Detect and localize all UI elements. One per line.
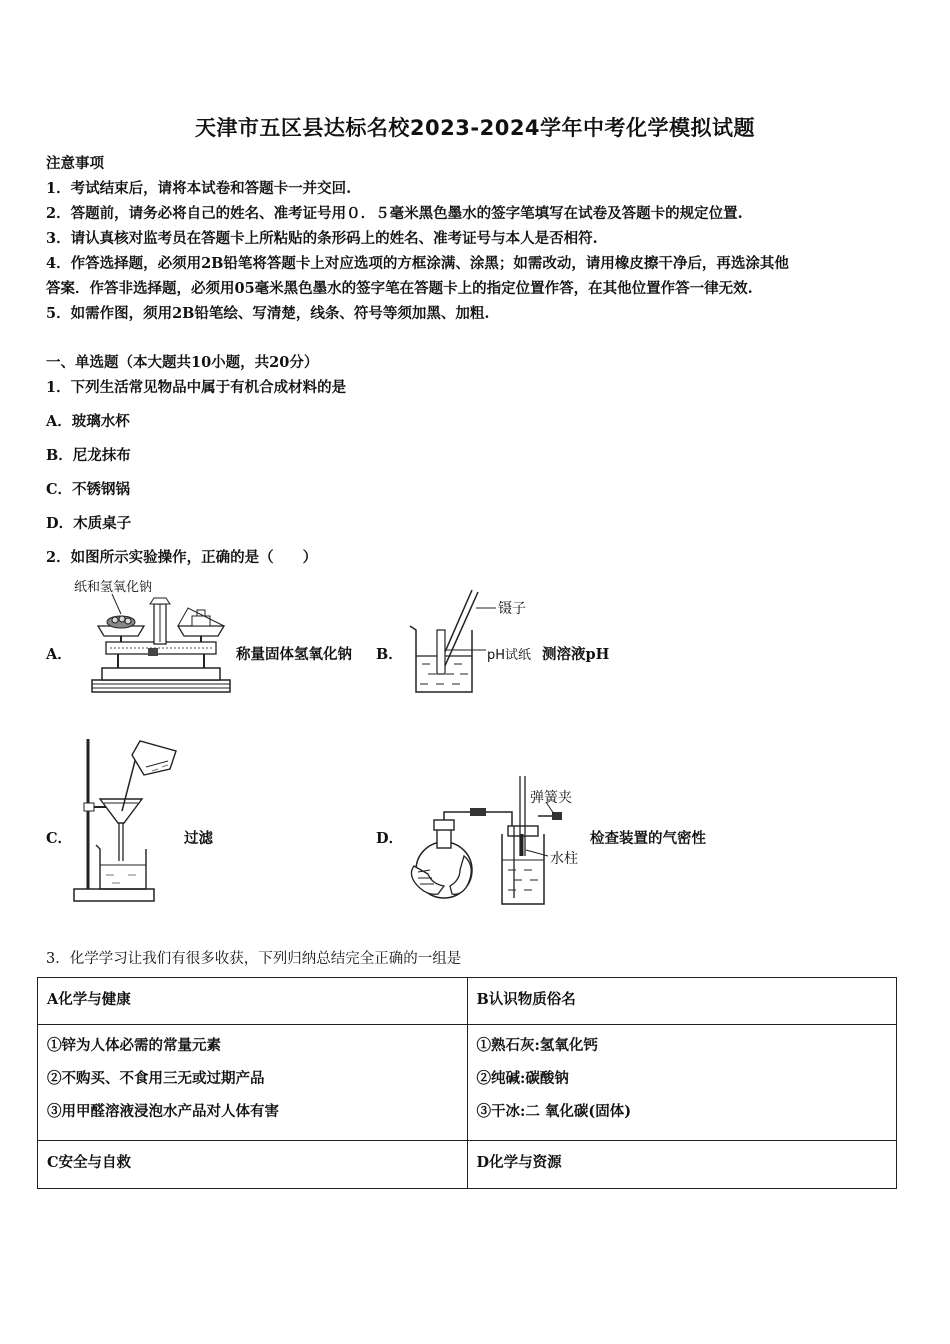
q1-option-b: B．尼龙抹布 <box>46 447 131 464</box>
tweezers-label: 镊子 <box>498 601 526 617</box>
notice-item: 5．如需作图，须用2B铅笔绘、写清楚，线条、符号等须加黑、加粗. <box>46 305 490 322</box>
q2-option-b-letter: B． <box>376 646 403 663</box>
cell-a-head: A化学与健康 <box>38 978 468 1025</box>
water-column-label: 水柱 <box>550 851 578 867</box>
cell-c-head: C安全与自救 <box>38 1141 468 1189</box>
balance-figure <box>88 590 234 696</box>
cell-b-body <box>467 1025 897 1141</box>
q1-option-d: D．木质桌子 <box>46 515 132 532</box>
q3-table <box>37 977 897 1189</box>
q2-option-a-caption: 称量固体氢氧化钠 <box>236 646 352 663</box>
spring-clip-label: 弹簧夹 <box>530 790 572 806</box>
cell-b-item: ③干冰:二 氧化碳(固体) <box>476 1103 632 1120</box>
question-1-stem: 1．下列生活常见物品中属于有机合成材料的是 <box>46 379 347 396</box>
cell-b-item: ②纯碱:碳酸钠 <box>476 1070 569 1087</box>
question-3-stem: 3．化学学习让我们有很多收获，下列归纳总结完全正确的一组是 <box>46 951 462 967</box>
q2-option-d-letter: D． <box>376 830 404 847</box>
cell-a-item: ②不购买、不食用三无或过期产品 <box>47 1070 265 1087</box>
cell-d-head: D化学与资源 <box>467 1141 897 1189</box>
q2-option-c-caption: 过滤 <box>184 830 213 847</box>
balance-figure-label: 纸和氢氧化钠 <box>74 580 153 595</box>
cell-a-body <box>38 1025 468 1141</box>
notice-item: 1．考试结束后，请将本试卷和答题卡一并交回. <box>46 180 352 197</box>
q2-option-b-caption: 测溶液pH <box>542 646 610 663</box>
q2-option-c-letter: C． <box>46 830 73 847</box>
q2-option-a-letter: A． <box>46 646 72 663</box>
q2-option-d-caption: 检查装置的气密性 <box>590 830 706 847</box>
cell-a-item: ③用甲醛溶液浸泡水产品对人体有害 <box>47 1103 279 1120</box>
cell-b-item: ①熟石灰:氢氧化钙 <box>476 1037 598 1054</box>
notice-heading: 注意事项 <box>46 155 104 172</box>
ph-paper-label: pH试纸 <box>487 648 532 663</box>
q1-option-c: C．不锈钢锅 <box>46 481 131 498</box>
section-heading: 一、单选题（本大题共10小题，共20分） <box>46 354 319 371</box>
notice-item: 3．请认真核对监考员在答题卡上所粘贴的条形码上的姓名、准考证号与本人是否相符. <box>46 230 598 247</box>
page-title: 天津市五区县达标名校2023-2024学年中考化学模拟试题 <box>194 116 756 140</box>
notice-item: 4．作答选择题，必须用2B铅笔将答题卡上对应选项的方框涂满、涂黑；如需改动，请用橡皮擦干净后，再选涂其他 <box>46 255 789 272</box>
q1-option-a: A．玻璃水杯 <box>46 413 130 430</box>
filtration-figure <box>70 737 182 907</box>
question-2-stem: 2．如图所示实验操作，正确的是（ ） <box>46 549 318 566</box>
cell-b-head: B认识物质俗名 <box>467 978 897 1025</box>
notice-item: 答案．作答非选择题，必须用05毫米黑色墨水的签字笔在答题卡上的指定位置作答，在其他位置作答一律无效. <box>46 280 753 297</box>
notice-item: 2．答题前，请务必将自己的姓名、准考证号用０．５毫米黑色墨水的签字笔填写在试卷及答题卡的规定位置. <box>46 205 743 222</box>
cell-a-item: ①锌为人体必需的常量元素 <box>47 1037 221 1054</box>
